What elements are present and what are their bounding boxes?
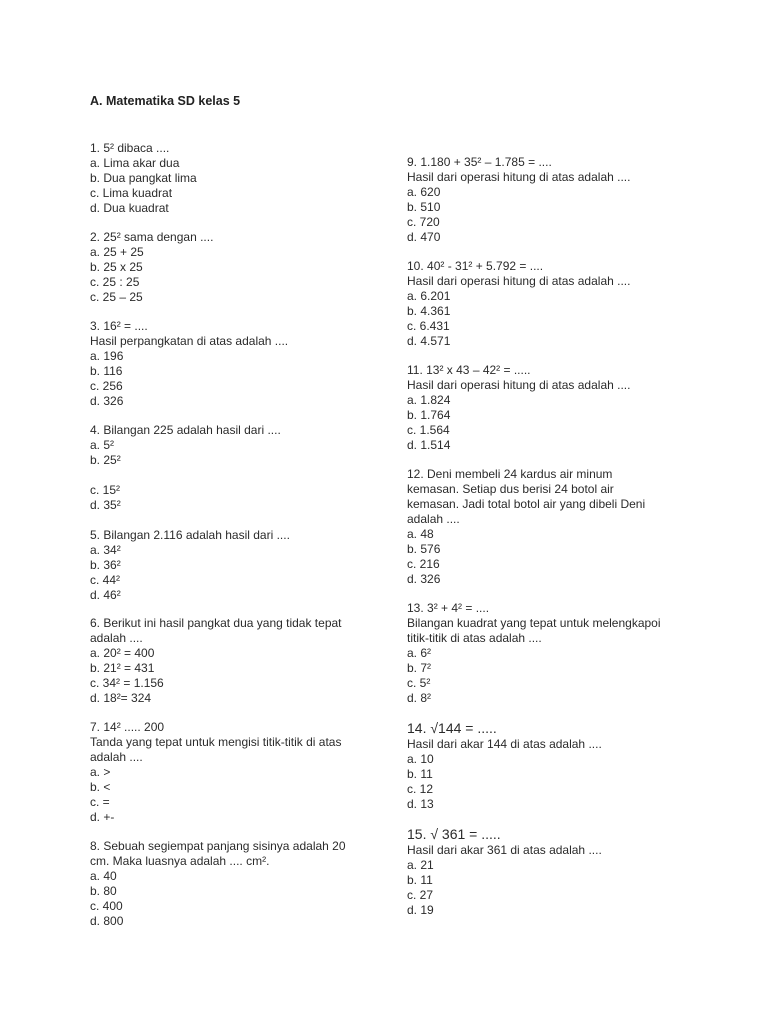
question-2 (90, 230, 380, 305)
question-15-option-d: d. 19 (407, 903, 434, 917)
question-12-prompt-line-2: kemasan. Setiap dus berisi 24 botol air (407, 482, 614, 496)
question-5-option-a: a. 34² (90, 543, 121, 557)
question-2-option-d: c. 25 – 25 (90, 290, 143, 304)
question-8 (90, 839, 380, 929)
question-7-option-b: b. < (90, 780, 111, 794)
question-5-option-c: c. 44² (90, 573, 121, 587)
question-10-option-c: c. 6.431 (407, 319, 450, 333)
question-5-prompt: 5. Bilangan 2.116 adalah hasil dari .... (90, 528, 290, 542)
question-9-prompt: 9. 1.180 + 35² – 1.785 = .... (407, 155, 552, 169)
question-14-prompt: 14. √144 = ..... (407, 720, 497, 736)
question-9-option-d: d. 470 (407, 230, 441, 244)
question-4 (90, 423, 380, 513)
question-1-prompt: 1. 5² dibaca .... (90, 141, 170, 155)
question-15 (407, 826, 697, 918)
question-7-option-c: c. = (90, 795, 110, 809)
question-10-instruction: Hasil dari operasi hitung di atas adalah .... (407, 274, 631, 288)
question-14-option-d: d. 13 (407, 797, 434, 811)
question-9-option-a: a. 620 (407, 185, 441, 199)
question-2-option-b: b. 25 x 25 (90, 260, 143, 274)
question-6-option-d: d. 18²= 324 (90, 691, 152, 705)
question-13-instruction: Bilangan kuadrat yang tepat untuk melengkapoi (407, 616, 661, 630)
question-15-option-a: a. 21 (407, 858, 434, 872)
question-3-prompt: 3. 16² = .... (90, 319, 148, 333)
question-13-option-b: b. 7² (407, 661, 432, 675)
question-6-option-b: b. 21² = 431 (90, 661, 155, 675)
question-13-prompt: 13. 3² + 4² = .... (407, 601, 490, 615)
question-12-option-b: b. 576 (407, 542, 441, 556)
page-title: A. Matematika SD kelas 5 (90, 94, 241, 108)
question-9-option-b: b. 510 (407, 200, 441, 214)
question-3-option-d: d. 326 (90, 394, 124, 408)
question-1-option-c: c. Lima kuadrat (90, 186, 173, 200)
question-13-instruction-cont: titik-titik di atas adalah .... (407, 631, 542, 645)
question-8-option-a: a. 40 (90, 869, 117, 883)
question-12-option-d: d. 326 (407, 572, 441, 586)
question-15-option-c: c. 27 (407, 888, 434, 902)
question-6-option-c: c. 34² = 1.156 (90, 676, 164, 690)
question-13 (407, 601, 697, 706)
question-13-option-c: c. 5² (407, 676, 431, 690)
question-10-prompt: 10. 40² - 31² + 5.792 = .... (407, 259, 544, 273)
question-12-prompt-line-3: kemasan. Jadi total botol air yang dibeli Deni (407, 497, 646, 511)
question-13-option-d: d. 8² (407, 691, 432, 705)
question-3-instruction: Hasil perpangkatan di atas adalah .... (90, 334, 289, 348)
question-11 (407, 363, 697, 453)
question-3-option-c: c. 256 (90, 379, 123, 393)
question-6-prompt-cont: adalah .... (90, 631, 143, 645)
question-10 (407, 259, 697, 349)
question-11-option-a: a. 1.824 (407, 393, 451, 407)
question-14-option-c: c. 12 (407, 782, 434, 796)
question-3 (90, 319, 380, 409)
question-11-instruction: Hasil dari operasi hitung di atas adalah .... (407, 378, 631, 392)
question-8-prompt-cont: cm. Maka luasnya adalah .... cm². (90, 854, 270, 868)
question-11-option-c: c. 1.564 (407, 423, 450, 437)
question-2-prompt: 2. 25² sama dengan .... (90, 230, 214, 244)
question-12-option-a: a. 48 (407, 527, 434, 541)
question-6 (90, 616, 380, 706)
question-7-option-d: d. +- (90, 810, 115, 824)
question-9 (407, 155, 697, 245)
question-7-option-a: a. > (90, 765, 111, 779)
question-12 (407, 467, 697, 587)
question-7 (90, 720, 380, 825)
question-11-option-b: b. 1.764 (407, 408, 451, 422)
question-8-prompt: 8. Sebuah segiempat panjang sisinya adalah 20 (90, 839, 346, 853)
question-5-option-b: b. 36² (90, 558, 121, 572)
question-4-option-b: b. 25² (90, 453, 121, 467)
question-4-prompt: 4. Bilangan 225 adalah hasil dari .... (90, 423, 281, 437)
question-14 (407, 720, 697, 812)
question-14-option-a: a. 10 (407, 752, 434, 766)
question-2-option-a: a. 25 + 25 (90, 245, 144, 259)
question-12-prompt: 12. Deni membeli 24 kardus air minum (407, 467, 613, 481)
question-14-option-b: b. 11 (407, 767, 433, 781)
question-5 (90, 528, 380, 603)
question-7-instruction: Tanda yang tepat untuk mengisi titik-titik di atas (90, 735, 342, 749)
question-9-option-c: c. 720 (407, 215, 440, 229)
question-4-option-a: a. 5² (90, 438, 115, 452)
question-1 (90, 141, 380, 216)
question-2-option-c: c. 25 : 25 (90, 275, 140, 289)
question-1-option-b: b. Dua pangkat lima (90, 171, 197, 185)
question-7-prompt: 7. 14² ..... 200 (90, 720, 165, 734)
question-15-prompt: 15. √ 361 = ..... (407, 826, 501, 842)
question-12-prompt-line-4: adalah .... (407, 512, 460, 526)
question-11-prompt: 11. 13² x 43 – 42² = ..... (407, 363, 531, 377)
question-6-option-a: a. 20² = 400 (90, 646, 155, 660)
question-13-option-a: a. 6² (407, 646, 432, 660)
question-15-option-b: b. 11 (407, 873, 433, 887)
question-5-option-d: d. 46² (90, 588, 121, 602)
question-10-option-d: d. 4.571 (407, 334, 451, 348)
question-9-instruction: Hasil dari operasi hitung di atas adalah .... (407, 170, 631, 184)
question-7-instruction-cont: adalah .... (90, 750, 143, 764)
question-11-option-d: d. 1.514 (407, 438, 451, 452)
question-6-prompt: 6. Berikut ini hasil pangkat dua yang tidak tepat (90, 616, 342, 630)
question-4-option-c: c. 15² (90, 483, 121, 497)
question-15-instruction: Hasil dari akar 361 di atas adalah .... (407, 843, 602, 857)
question-14-instruction: Hasil dari akar 144 di atas adalah .... (407, 737, 602, 751)
question-10-option-b: b. 4.361 (407, 304, 451, 318)
question-1-option-a: a. Lima akar dua (90, 156, 180, 170)
question-4-option-d: d. 35² (90, 498, 121, 512)
question-1-option-d: d. Dua kuadrat (90, 201, 169, 215)
question-8-option-c: c. 400 (90, 899, 123, 913)
question-3-option-b: b. 116 (90, 364, 123, 378)
question-4-spacer (90, 468, 380, 483)
question-10-option-a: a. 6.201 (407, 289, 451, 303)
question-8-option-b: b. 80 (90, 884, 117, 898)
question-8-option-d: d. 800 (90, 914, 124, 928)
question-3-option-a: a. 196 (90, 349, 124, 363)
question-12-option-c: c. 216 (407, 557, 440, 571)
